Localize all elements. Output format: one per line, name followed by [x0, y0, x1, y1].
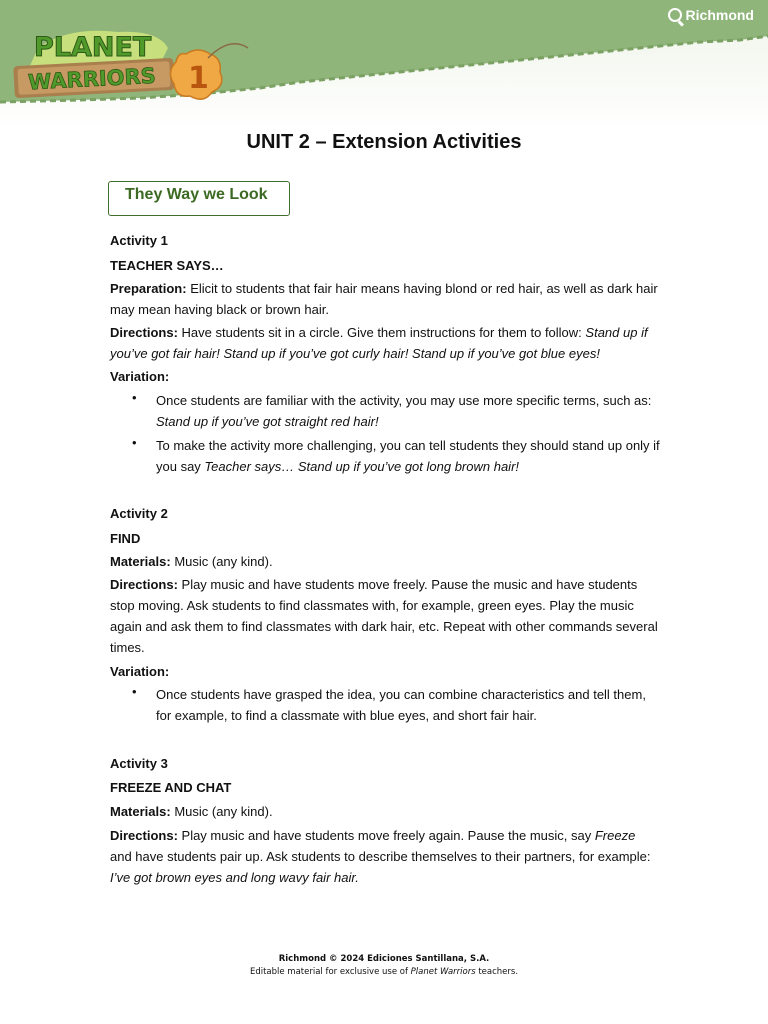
directions-label: Directions:: [110, 828, 178, 843]
preparation-text: Elicit to students that fair hair means having blond or red hair, as well as dark hair may mean having black or brown hair.: [110, 281, 658, 317]
brand-name: Richmond: [685, 7, 754, 23]
activity-2-materials: [110, 551, 658, 572]
activity-2-heading: Activity 2: [110, 506, 168, 521]
activity-1-variation-label: Variation:: [110, 369, 170, 384]
activity-3-name: FREEZE AND CHAT: [110, 780, 232, 795]
directions-italic-2: I’ve got brown eyes and long wavy fair hair.: [110, 870, 359, 885]
footer-note-text: Editable material for exclusive use of: [249, 967, 411, 977]
bullet-icon: •: [132, 684, 137, 699]
activity-2-directions: [110, 574, 658, 658]
directions-italic: Freeze: [594, 828, 636, 843]
bullet-text: Once students are familiar with the activity, you may use more specific terms, such as:: [156, 393, 652, 408]
footer: [0, 953, 768, 979]
directions-label: Directions:: [110, 325, 178, 340]
materials-text: Music (any kind).: [170, 804, 273, 819]
activity-3-materials: [110, 801, 658, 822]
svg-text:WARRIORS: WARRIORS: [27, 63, 157, 95]
activity-3-directions: [110, 825, 658, 888]
topic-box: [108, 181, 290, 216]
activity-1-heading: Activity 1: [110, 233, 168, 248]
directions-text: Play music and have students move freely. Pause the music and have students stop moving. Ask students to find classmates with, for example, green eyes. Play the music again and ask them to find classmates with dark hair, etc. Repeat with other commands several times.: [110, 577, 658, 655]
richmond-logo-icon: [668, 8, 682, 22]
directions-italic: Stand up if you’ve got fair hair! Stand up if you’ve got curly hair! Stand up if you’ve got blue eyes!: [110, 325, 648, 361]
activity-1-bullet-1: [156, 390, 660, 432]
activity-3-heading: Activity 3: [110, 756, 168, 771]
topic-label: They Way we Look: [125, 186, 268, 203]
footer-note-italic: Planet Warriors: [410, 967, 476, 977]
bullet-italic: Stand up if you’ve got straight red hair!: [156, 414, 379, 429]
materials-label: Materials:: [110, 804, 171, 819]
footer-note: [0, 966, 768, 979]
bullet-text: To make the activity more challenging, you can tell students they should stand up only if you say: [156, 438, 660, 474]
footer-note-text-2: teachers.: [475, 967, 519, 977]
materials-label: Materials:: [110, 554, 171, 569]
unit-title: UNIT 2 – Extension Activities: [246, 131, 522, 153]
activity-2-variation-label: Variation:: [110, 664, 170, 679]
bullet-italic: Teacher says… Stand up if you’ve got long brown hair!: [204, 459, 520, 474]
directions-text: Play music and have students move freely again. Pause the music, say: [177, 828, 595, 843]
svg-text:PLANET: PLANET: [34, 32, 152, 63]
directions-text: Have students sit in a circle. Give them instructions for them to follow:: [177, 325, 586, 340]
activity-1-bullet-2: [156, 435, 660, 477]
preparation-label: Preparation:: [110, 281, 187, 296]
activity-2-name: FIND: [110, 531, 141, 546]
activity-1-directions: [110, 322, 658, 364]
bullet-icon: •: [132, 435, 137, 450]
planet-warriors-logo: [8, 18, 258, 108]
activity-2-bullet-1: [156, 684, 660, 726]
directions-text-2: and have students pair up. Ask students to describe themselves to their partners, for example:: [110, 849, 651, 864]
bullet-icon: •: [132, 390, 137, 405]
svg-text:1: 1: [188, 61, 209, 96]
directions-label: Directions:: [110, 577, 178, 592]
footer-copyright: Richmond © 2024 Ediciones Santillana, S.A.: [278, 954, 490, 964]
materials-text: Music (any kind).: [170, 554, 273, 569]
activity-1-preparation: [110, 278, 658, 320]
bullet-text: Once students have grasped the idea, you can combine characteristics and tell them, for example, to find a classmate with blue eyes, and short fair hair.: [156, 687, 646, 723]
richmond-brand: [668, 7, 754, 23]
activity-1-name: TEACHER SAYS…: [110, 258, 224, 273]
